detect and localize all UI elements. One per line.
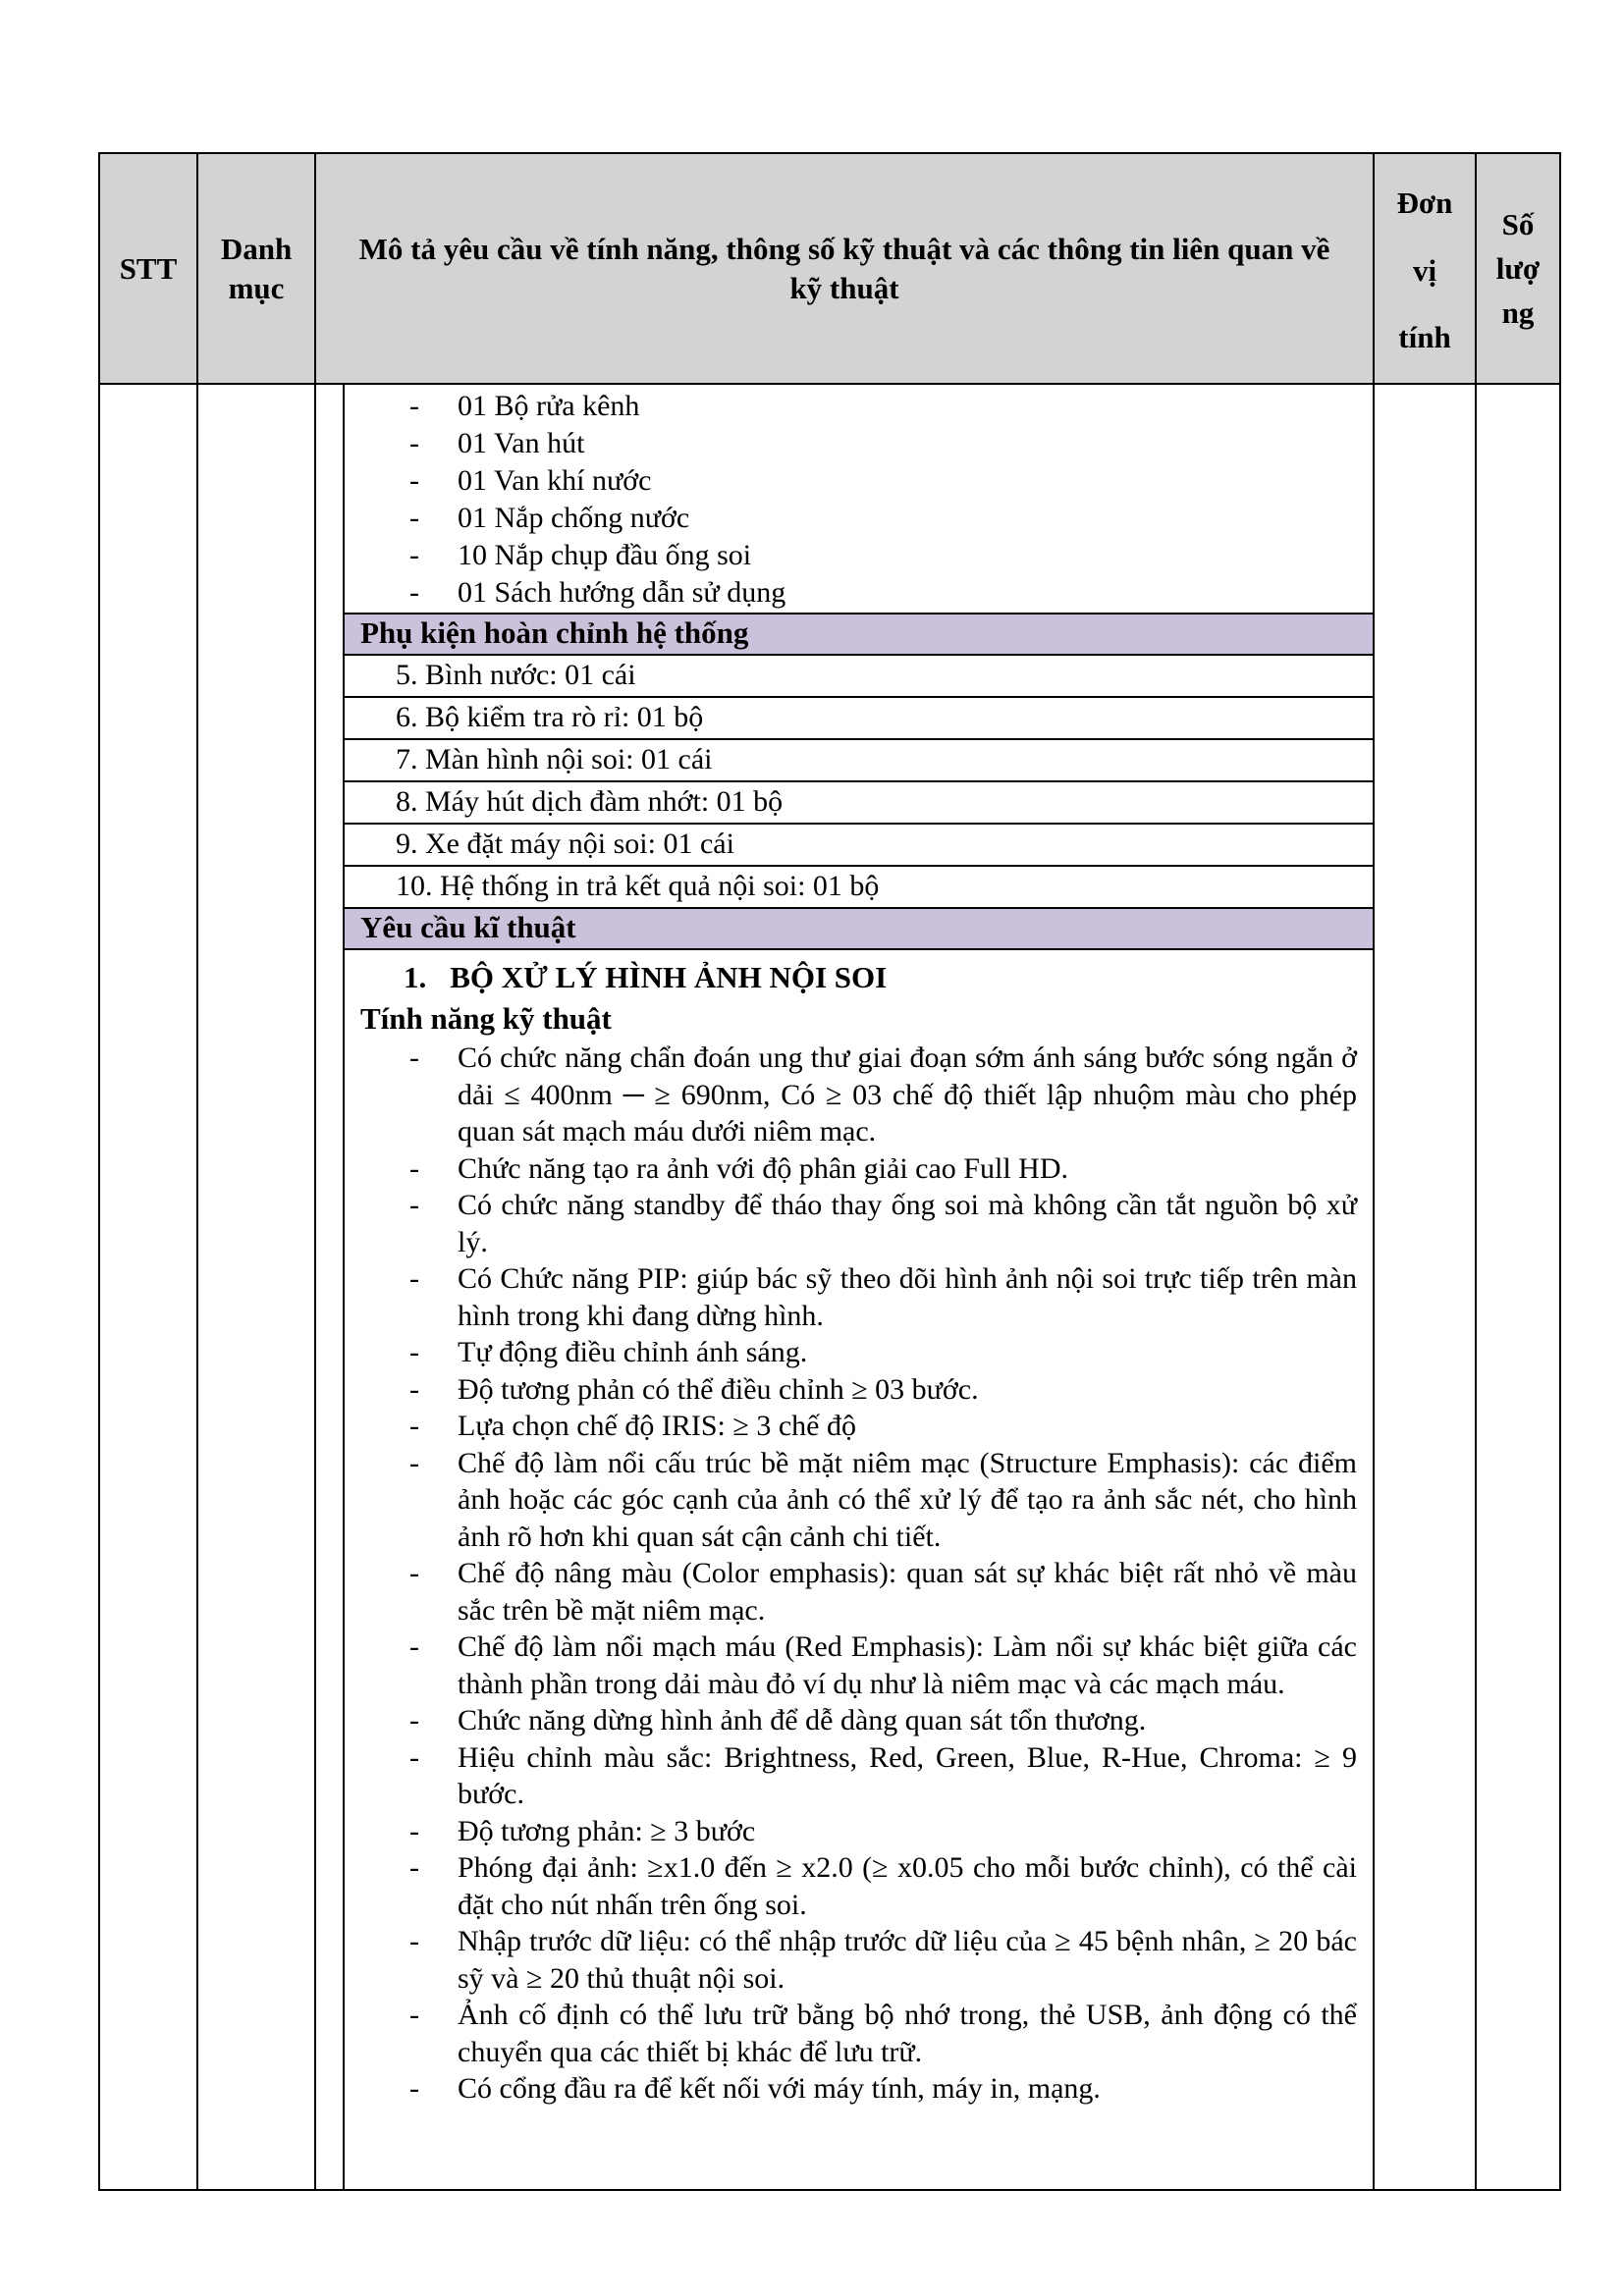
accessories-list-box bbox=[345, 385, 1373, 614]
spec-bullet bbox=[345, 1445, 1357, 1556]
spec-bullet-text: Chức năng tạo ra ảnh với độ phân giải cao Full HD. bbox=[458, 1151, 1068, 1185]
column-divider-danh-muc bbox=[314, 154, 316, 2189]
spec-bullet-text: Có cổng đầu ra để kết nối với máy tính, máy in, mạng. bbox=[458, 2072, 1101, 2105]
header-cell-so-luong bbox=[1477, 154, 1559, 383]
spec-bullet bbox=[345, 1371, 1357, 1409]
spec-bullet bbox=[345, 1923, 1357, 1997]
spec-bullet bbox=[345, 2070, 1357, 2108]
spec-bullet-text: Độ tương phản: ≥ 3 bước bbox=[458, 1814, 756, 1847]
dash-marker: - bbox=[409, 1557, 419, 1589]
dash-marker: - bbox=[409, 2072, 419, 2105]
dash-marker: - bbox=[409, 1740, 419, 1774]
spec-bullet bbox=[345, 1555, 1357, 1629]
dash-marker: - bbox=[409, 1151, 419, 1185]
spec-bullet-text: Chế độ làm nổi mạch máu (Red Emphasis): Làm nổi sự khác biệt giữa các thành phần trong dải màu đỏ ví dụ như là niêm mạc và các mạch máu. bbox=[458, 1630, 1357, 1700]
dash-marker: - bbox=[409, 1630, 419, 1663]
dash-marker: - bbox=[409, 1262, 419, 1295]
spec-bullet bbox=[345, 1334, 1357, 1371]
list-item-text: 01 Bộ rửa kênh bbox=[458, 390, 640, 422]
spec-table bbox=[98, 152, 1561, 2191]
dash-marker: - bbox=[409, 576, 419, 609]
dash-marker: - bbox=[409, 1041, 419, 1074]
dash-marker: - bbox=[409, 464, 419, 497]
header-label-so: Số bbox=[1501, 207, 1535, 241]
spec-bullet bbox=[345, 1187, 1357, 1260]
spec-bullet-text: Tự động điều chỉnh ánh sáng. bbox=[458, 1336, 808, 1368]
dash-marker: - bbox=[409, 1704, 419, 1736]
header-cell-danh-muc bbox=[198, 154, 314, 383]
technical-spec-box bbox=[345, 950, 1373, 2189]
list-item bbox=[345, 500, 1373, 537]
column-divider-so-luong bbox=[1475, 154, 1477, 2189]
list-item bbox=[345, 537, 1373, 574]
header-label-tinh: tính bbox=[1398, 320, 1451, 354]
table-row: 9. Xe đặt máy nội soi: 01 cái bbox=[345, 825, 1373, 867]
dash-marker: - bbox=[409, 1446, 419, 1479]
spec-bullet-text: Chế độ làm nổi cấu trúc bề mặt niêm mạc (Structure Emphasis): các điểm ảnh hoặc các góc cạnh của ảnh có thể xử lý để tạo ra ảnh sắc nét, cho hình ảnh rõ hơn khi quan sát cận cảnh chi tiết. bbox=[458, 1446, 1357, 1553]
spec-bullet-text: Phóng đại ảnh: ≥x1.0 đến ≥ x2.0 (≥ x0.05 cho mỗi bước chỉnh), có thể cài đặt cho nút nhấn trên ống soi. bbox=[458, 1851, 1357, 1921]
spec-bullet-text: Chức năng dừng hình ảnh để dễ dàng quan sát tổn thương. bbox=[458, 1704, 1147, 1736]
spec-bullet bbox=[345, 1997, 1357, 2070]
spec-bullet-text: Có chức năng chẩn đoán ung thư giai đoạn sớm ánh sáng bước sóng ngắn ở dải ≤ 400nm ─ ≥ 690nm, Có ≥ 03 chế độ thiết lập nhuộm màu cho phép quan sát mạch máu dưới niêm mạc. bbox=[458, 1041, 1357, 1148]
dash-marker: - bbox=[409, 539, 419, 571]
spec-bullet bbox=[345, 1849, 1357, 1923]
spec-bullet bbox=[345, 1629, 1357, 1702]
spec-heading bbox=[345, 956, 1357, 998]
list-item bbox=[345, 388, 1373, 425]
spec-bullet bbox=[345, 1040, 1357, 1150]
header-cell-mo-ta bbox=[316, 154, 1373, 383]
spec-bullet bbox=[345, 1150, 1357, 1188]
description-content-box bbox=[343, 385, 1373, 2189]
spec-bullet bbox=[345, 1260, 1357, 1334]
dash-marker: - bbox=[409, 1189, 419, 1221]
dash-marker: - bbox=[409, 1814, 419, 1847]
column-divider-don-vi-tinh bbox=[1373, 154, 1375, 2189]
list-item bbox=[345, 425, 1373, 462]
dash-marker: - bbox=[409, 427, 419, 459]
spec-bullet-text: Ảnh cố định có thể lưu trữ bằng bộ nhớ trong, thẻ USB, ảnh động có thể chuyển qua các thiết bị khác để lưu trữ. bbox=[458, 1999, 1357, 2068]
table-row: 7. Màn hình nội soi: 01 cái bbox=[345, 740, 1373, 782]
table-header-row bbox=[100, 154, 1559, 385]
spec-bullet bbox=[345, 1408, 1357, 1445]
list-item bbox=[345, 462, 1373, 500]
spec-bullet bbox=[345, 1702, 1357, 1739]
header-label-don: Đơn bbox=[1396, 186, 1453, 220]
header-label-mo-ta: Mô tả yêu cầu về tính năng, thông số kỹ thuật và các thông tin liên quan về kỹ thuật bbox=[358, 231, 1330, 305]
header-cell-stt bbox=[100, 154, 196, 383]
spec-bullet bbox=[345, 1739, 1357, 1813]
list-item-text: 01 Van khí nước bbox=[458, 464, 652, 497]
table-row: 5. Bình nước: 01 cái bbox=[345, 656, 1373, 698]
header-label-ng: ng bbox=[1501, 295, 1535, 330]
header-label-luo: lượ bbox=[1495, 251, 1541, 286]
list-item bbox=[345, 574, 1373, 612]
list-item-text: 01 Nắp chống nước bbox=[458, 502, 690, 534]
spec-bullet-text: Có chức năng standby để tháo thay ống soi mà không cần tắt nguồn bộ xử lý. bbox=[458, 1189, 1357, 1258]
dash-marker: - bbox=[409, 1925, 419, 1957]
dash-marker: - bbox=[409, 1372, 419, 1406]
dash-marker: - bbox=[409, 1336, 419, 1368]
column-divider-stt bbox=[196, 154, 198, 2189]
spec-bullet-text: Độ tương phản có thể điều chỉnh ≥ 03 bước. bbox=[458, 1372, 979, 1406]
spec-bullet-text: Lựa chọn chế độ IRIS: ≥ 3 chế độ bbox=[458, 1410, 856, 1442]
list-item-text: 10 Nắp chụp đầu ống soi bbox=[458, 539, 752, 571]
table-row: 10. Hệ thống in trả kết quả nội soi: 01 bộ bbox=[345, 867, 1373, 909]
dash-marker: - bbox=[409, 390, 419, 422]
list-item-text: 01 Van hút bbox=[458, 427, 585, 459]
spec-heading-text: BỘ XỬ LÝ HÌNH ẢNH NỘI SOI bbox=[450, 960, 888, 994]
spec-bullet-text: Có Chức năng PIP: giúp bác sỹ theo dõi hình ảnh nội soi trực tiếp trên màn hình trong khi đang dừng hình. bbox=[458, 1262, 1357, 1332]
header-label-stt: STT bbox=[119, 250, 178, 286]
spec-bullet bbox=[345, 1813, 1357, 1850]
section-title-accessories: Phụ kiện hoàn chỉnh hệ thống bbox=[345, 614, 1373, 656]
dash-marker: - bbox=[409, 1851, 419, 1884]
header-label-danh-muc: Danh mục bbox=[220, 231, 293, 305]
spec-bullet-text: Chế độ nâng màu (Color emphasis): quan sát sự khác biệt rất nhỏ về màu sắc trên bề mặt niêm mạc. bbox=[458, 1557, 1357, 1627]
list-item-text: 01 Sách hướng dẫn sử dụng bbox=[458, 576, 786, 609]
table-row: 8. Máy hút dịch đàm nhớt: 01 bộ bbox=[345, 782, 1373, 825]
spec-heading-number: 1. bbox=[404, 960, 427, 994]
dash-marker: - bbox=[409, 1999, 419, 2031]
dash-marker: - bbox=[409, 1410, 419, 1442]
section-title-technical: Yêu cầu kĩ thuật bbox=[345, 909, 1373, 950]
spec-bullet-text: Nhập trước dữ liệu: có thể nhập trước dữ liệu của ≥ 45 bệnh nhân, ≥ 20 bác sỹ và ≥ 20 thủ thuật nội soi. bbox=[458, 1925, 1357, 1995]
header-cell-don-vi-tinh bbox=[1375, 154, 1475, 383]
spec-bullet-text: Hiệu chỉnh màu sắc: Brightness, Red, Green, Blue, R-Hue, Chroma: ≥ 9 bước. bbox=[458, 1740, 1357, 1810]
table-row: 6. Bộ kiểm tra rò rỉ: 01 bộ bbox=[345, 698, 1373, 740]
spec-subheading: Tính năng kỹ thuật bbox=[360, 1001, 612, 1036]
header-label-vi: vị bbox=[1412, 252, 1437, 288]
dash-marker: - bbox=[409, 502, 419, 534]
